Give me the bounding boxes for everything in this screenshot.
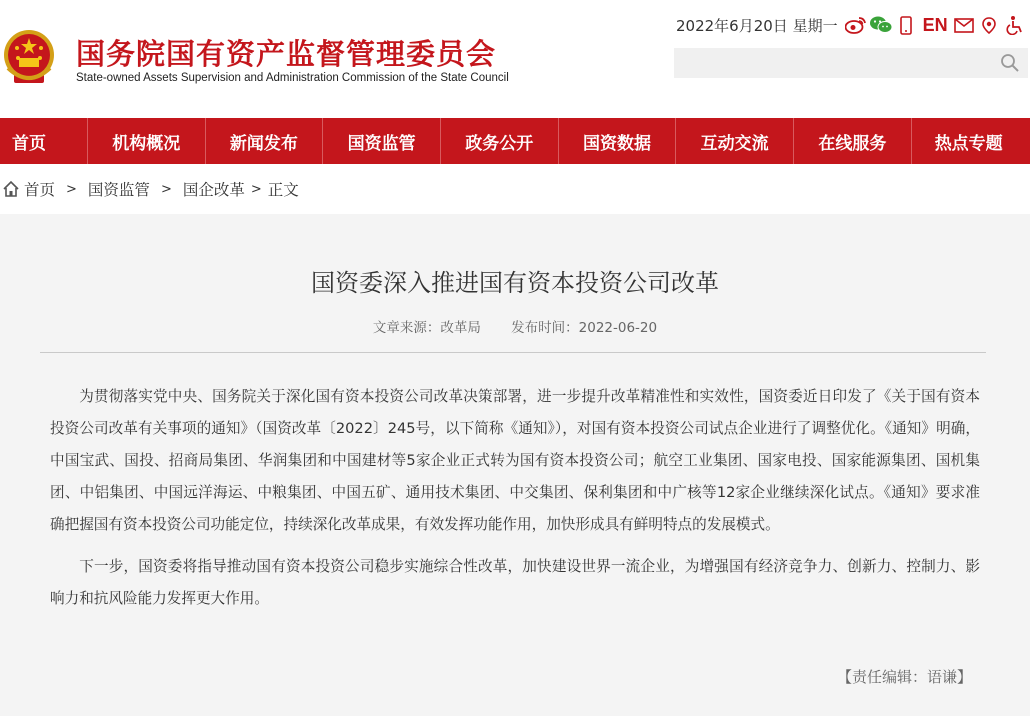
search-icon[interactable]: [1000, 53, 1020, 73]
mobile-icon[interactable]: [894, 13, 919, 37]
divider: [40, 352, 986, 353]
breadcrumb-home[interactable]: 首页: [24, 181, 56, 199]
breadcrumb-separator: >: [66, 181, 77, 197]
nav-item-interaction[interactable]: 互动交流: [676, 118, 794, 164]
breadcrumb-supervision[interactable]: 国资监管: [87, 181, 150, 199]
article-paragraph: 为贯彻落实党中央、国务院关于深化国有资本投资公司改革决策部署，进一步提升改革精准性和实效性，国资委近日印发了《关于国有资本投资公司改革有关事项的通知》（国资改革〔2022〕245号，以下简称《通知》），对国有资本投资公司试点企业进行了调整优化。《通知》明确，中国宝武、国投、招商局集团、华润集团和中国建材等5家企业正式转为国有资本投资公司；航空工业集团、国家电投、国家能源集团、国机集团、中铝集团、中国远洋海运、中粮集团、中国五矿、通用技术集团、中交集团、保利集团和中广核等12家企业继续深化试点。《通知》要求准确把握国有资本投资公司功能定位，持续深化改革成果，有效发挥功能作用，加快形成具有鲜明特点的发展模式。: [50, 388, 980, 533]
main-nav: [0, 118, 1030, 164]
article-paragraph: 下一步，国资委将指导推动国有资本投资公司稳步实施综合性改革，加快建设世界一流企业，为增强国有经济竞争力、创新力、控制力、影响力和抗风险能力发挥更大作用。: [50, 558, 980, 607]
nav-item-news[interactable]: 新闻发布: [206, 118, 324, 164]
current-date: 2022年6月20日 星期一: [676, 16, 838, 35]
weibo-icon[interactable]: [844, 13, 869, 37]
nav-item-supervision[interactable]: 国资监管: [323, 118, 441, 164]
nav-item-online-service[interactable]: 在线服务: [794, 118, 912, 164]
article-title: 国资委深入推进国有资本投资公司改革: [311, 269, 719, 297]
nav-item-home[interactable]: 首页: [0, 118, 88, 164]
article-container: [0, 214, 1030, 716]
top-utility-bar: [676, 12, 1027, 38]
nav-item-data[interactable]: 国资数据: [559, 118, 677, 164]
site-header: [0, 0, 1030, 118]
responsible-editor: 【责任编辑：语谦】: [836, 668, 972, 686]
home-icon: [2, 180, 20, 198]
breadcrumb-separator: >: [250, 181, 262, 197]
national-emblem-logo[interactable]: [2, 28, 56, 88]
nav-item-gov-affairs[interactable]: 政务公开: [441, 118, 559, 164]
map-pin-icon[interactable]: [977, 13, 1002, 37]
nav-item-hot-topics[interactable]: 热点专题: [934, 133, 1003, 154]
article-body: [50, 381, 980, 625]
mail-icon[interactable]: [952, 13, 977, 37]
wechat-icon[interactable]: [869, 13, 894, 37]
english-version-link[interactable]: EN: [922, 14, 948, 35]
search-box: [674, 48, 1028, 78]
breadcrumb-current: 正文: [267, 181, 299, 199]
accessibility-icon[interactable]: [1002, 13, 1027, 37]
breadcrumb-reform[interactable]: 国企改革: [182, 181, 245, 199]
breadcrumb-separator: >: [160, 181, 172, 197]
search-input[interactable]: [674, 48, 984, 78]
breadcrumb: [0, 164, 1030, 214]
site-subtitle: State-owned Assets Supervision and Administration Commission of the State Council: [76, 72, 509, 84]
nav-item-organization[interactable]: 机构概况: [88, 118, 206, 164]
article-date: 发布时间：2022-06-20: [511, 320, 658, 336]
article-meta: [0, 316, 1030, 336]
site-title[interactable]: 国务院国有资产监督管理委员会: [76, 37, 497, 71]
article-source: 文章来源：改革局: [372, 320, 481, 336]
